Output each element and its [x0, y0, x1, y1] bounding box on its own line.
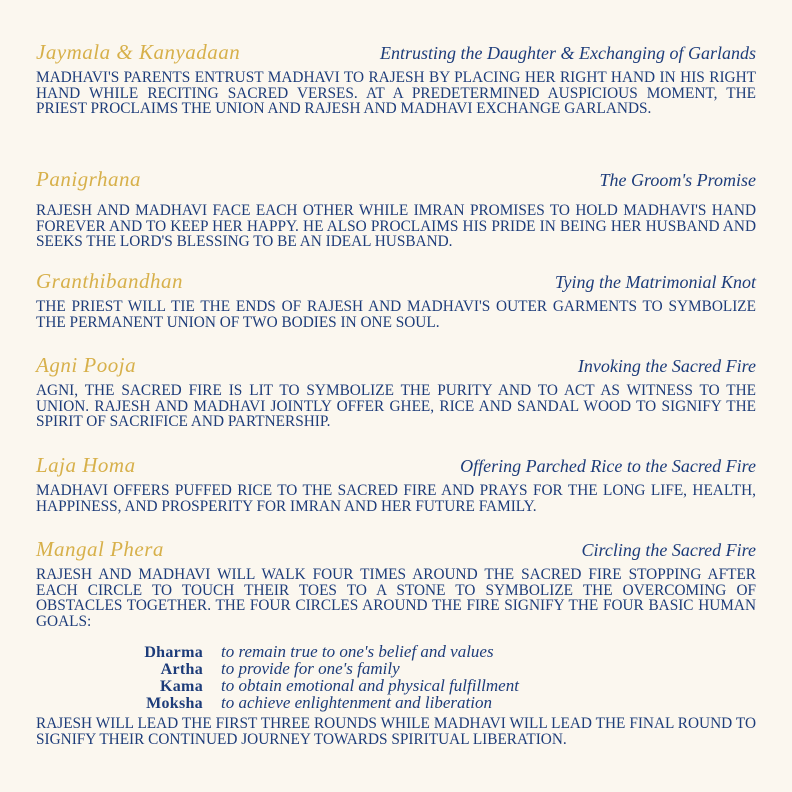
- section-title: Laja Homa: [36, 453, 136, 477]
- section-title: Agni Pooja: [36, 353, 137, 377]
- closing-paragraph: RAJESH WILL LEAD THE FIRST THREE ROUNDS WHILE MADHAVI WILL LEAD THE FINAL ROUND TO SIGNIFY THEIR CONTINUED JOURNEY TOWARDS SPIRITUAL LIBERATION.: [36, 715, 756, 748]
- section-title: Granthibandhan: [36, 269, 184, 293]
- section-jaymala: [36, 40, 756, 167]
- goal-item: [36, 642, 756, 659]
- section-header: [36, 453, 756, 483]
- section-title: Jaymala & Kanyadaan: [36, 40, 241, 64]
- section-header: [36, 353, 756, 383]
- goal-description: to provide for one's family: [221, 659, 400, 678]
- section-header: [36, 40, 756, 70]
- section-subtitle: Invoking the Sacred Fire: [577, 356, 756, 376]
- section-panigrhana: [36, 167, 756, 269]
- goal-item: [36, 659, 756, 676]
- section-body: MADHAVI'S PARENTS ENTRUST MADHAVI TO RAJESH BY PLACING HER RIGHT HAND IN HIS RIGHT HAND WHILE RECITING SACRED VERSES. AT A PREDETERMINED AUSPICIOUS MOMENT, THE PRIEST PROCLAIMS THE UNION AND RAJESH AND MADHAVI EXCHANGE GARLANDS.: [36, 69, 756, 117]
- section-agni-pooja: [36, 353, 756, 453]
- goal-item: [36, 676, 756, 693]
- goal-item: [36, 693, 756, 710]
- section-subtitle: Offering Parched Rice to the Sacred Fire: [460, 456, 756, 476]
- section-header: [36, 537, 756, 567]
- goal-description: to obtain emotional and physical fulfillment: [221, 676, 519, 695]
- section-subtitle: Circling the Sacred Fire: [581, 540, 756, 560]
- section-body: RAJESH AND MADHAVI FACE EACH OTHER WHILE IMRAN PROMISES TO HOLD MADHAVI'S HAND FOREVER AND TO KEEP HER HAPPY. HE ALSO PROCLAIMS HIS PRIDE IN BEING HER HUSBAND AND SEEKS THE LORD'S BLESSING TO BE AN IDEAL HUSBAND.: [36, 202, 756, 250]
- section-laja-homa: [36, 453, 756, 537]
- section-title: Panigrhana: [36, 167, 141, 191]
- section-body: MADHAVI OFFERS PUFFED RICE TO THE SACRED FIRE AND PRAYS FOR THE LONG LIFE, HEALTH, HAPPINESS, AND PROSPERITY FOR IMRAN AND HER FUTURE FAMILY.: [36, 482, 756, 515]
- goal-term: Moksha: [146, 695, 203, 712]
- goal-term: Kama: [160, 678, 203, 695]
- section-subtitle: Entrusting the Daughter & Exchanging of Garlands: [380, 43, 756, 63]
- section-title: Mangal Phera: [36, 537, 164, 561]
- human-goals-list: [36, 642, 756, 710]
- section-header: [36, 167, 756, 197]
- goal-term: Dharma: [144, 644, 203, 661]
- section-body: THE PRIEST WILL TIE THE ENDS OF RAJESH AND MADHAVI'S OUTER GARMENTS TO SYMBOLIZE THE PERMANENT UNION OF TWO BODIES IN ONE SOUL.: [36, 298, 756, 331]
- goal-description: to achieve enlightenment and liberation: [221, 693, 492, 712]
- section-mangal-phera: [36, 537, 756, 747]
- goal-description: to remain true to one's belief and values: [221, 642, 494, 661]
- section-subtitle: Tying the Matrimonial Knot: [554, 272, 756, 292]
- section-body: RAJESH AND MADHAVI WILL WALK FOUR TIMES AROUND THE SACRED FIRE STOPPING AFTER EACH CIRCLE TO TOUCH THEIR TOES TO A STONE TO SYMBOLIZE THE OVERCOMING OF OBSTACLES TOGETHER. THE FOUR CIRCLES AROUND THE FIRE SIGNIFY THE FOUR BASIC HUMAN GOALS:: [36, 566, 756, 630]
- section-header: [36, 269, 756, 299]
- section-subtitle: The Groom's Promise: [599, 170, 756, 190]
- section-granthibandhan: [36, 269, 756, 353]
- section-body: AGNI, THE SACRED FIRE IS LIT TO SYMBOLIZE THE PURITY AND TO ACT AS WITNESS TO THE UNION. RAJESH AND MADHAVI JOINTLY OFFER GHEE, RICE AND SANDAL WOOD TO SIGNIFY THE SPIRIT OF SACRIFICE AND PARTNERSHIP.: [36, 382, 756, 430]
- goal-term: Artha: [160, 661, 203, 678]
